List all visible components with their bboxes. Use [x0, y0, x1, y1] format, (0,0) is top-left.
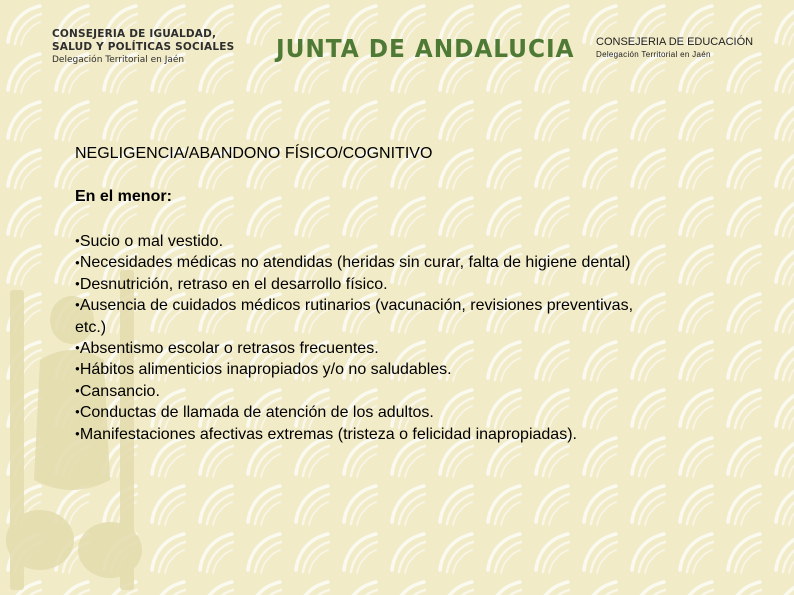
- right-header-title: CONSEJERIA DE EDUCACIÓN: [596, 36, 754, 48]
- bullet-icon: ●: [75, 257, 80, 267]
- list-item-text: Cansancio.: [79, 382, 160, 400]
- list-item: [75, 231, 655, 252]
- list-item: [75, 274, 655, 295]
- left-header-line-2: SALUD Y POLÍTICAS SOCIALES: [52, 41, 235, 53]
- consejeria-igualdad-logo: [52, 28, 234, 67]
- list-item-text: Absentismo escolar o retrasos frecuentes.: [79, 339, 379, 357]
- slide-title: NEGLIGENCIA/ABANDONO FÍSICO/COGNITIVO: [75, 145, 433, 162]
- bullet-icon: ●: [75, 385, 80, 395]
- junta-de-andalucia-logo: JUNTA DE ANDALUCIA: [276, 34, 575, 63]
- bullet-icon: ●: [75, 343, 80, 353]
- list-item: [75, 338, 655, 359]
- bullet-icon: ●: [75, 364, 80, 374]
- bullet-icon: ●: [75, 428, 80, 438]
- right-header-subtitle: Delegación Territorial en Jaén: [596, 50, 711, 59]
- bullet-icon: ●: [75, 278, 80, 288]
- list-item-text: Necesidades médicas no atendidas (heridas sin curar, falta de higiene dental): [79, 254, 631, 272]
- list-item-text: Ausencia de cuidados médicos rutinarios (vacunación, revisiones preventivas, etc.): [75, 297, 634, 336]
- list-item: [75, 252, 655, 273]
- bullet-icon: ●: [75, 236, 80, 246]
- bullet-icon: ●: [75, 300, 80, 310]
- symptom-list: [75, 231, 655, 445]
- list-item: [75, 402, 655, 423]
- list-item: [75, 424, 655, 445]
- consejeria-educacion-header: [596, 35, 753, 61]
- section-heading: En el menor:: [75, 188, 172, 205]
- left-header-line-1: CONSEJERIA DE IGUALDAD,: [52, 28, 217, 40]
- bullet-icon: ●: [75, 407, 80, 417]
- list-item: [75, 359, 655, 380]
- list-item-text: Conductas de llamada de atención de los adultos.: [79, 404, 434, 422]
- list-item: [75, 381, 655, 402]
- list-item-text: Desnutrición, retraso en el desarrollo físico.: [79, 275, 388, 293]
- list-item-text: Hábitos alimenticios inapropiados y/o no saludables.: [79, 361, 452, 379]
- list-item-text: Sucio o mal vestido.: [79, 233, 224, 250]
- list-item-text: Manifestaciones afectivas extremas (tristeza o felicidad inapropiadas).: [79, 425, 577, 443]
- left-header-subtitle: Delegación Territorial en Jaén: [52, 55, 185, 65]
- list-item: [75, 295, 655, 338]
